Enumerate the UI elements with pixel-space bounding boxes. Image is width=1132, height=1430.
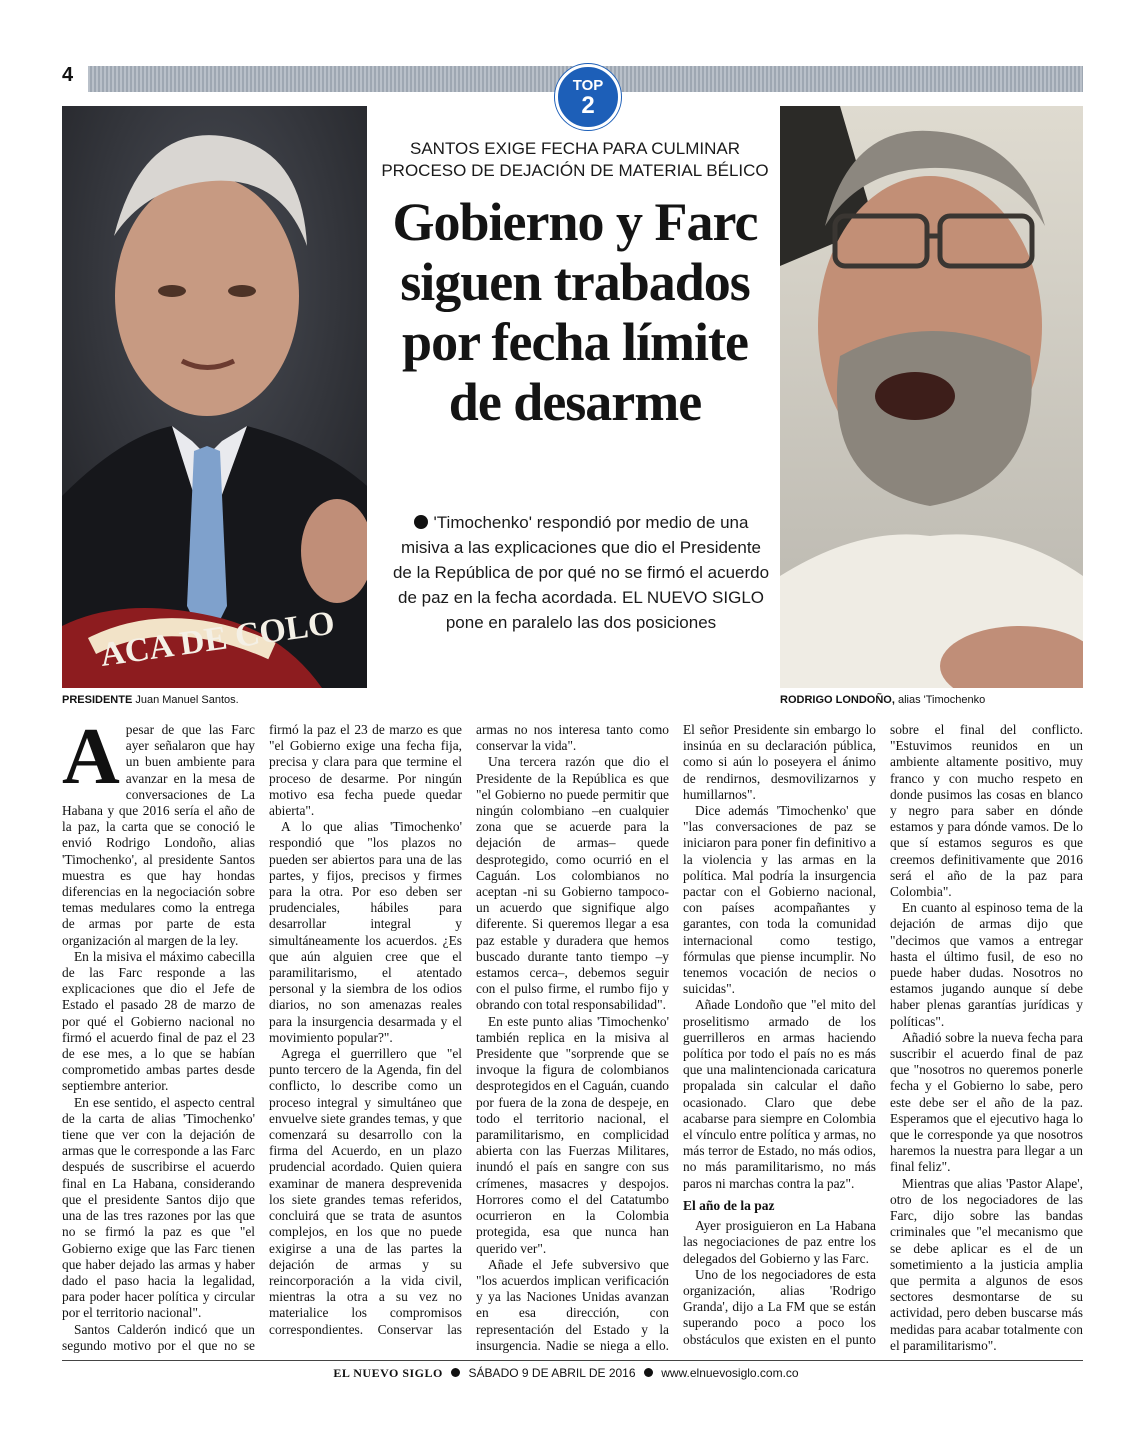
photo-santos [62, 106, 367, 688]
bullet-dot-icon [414, 515, 428, 529]
badge-number: 2 [581, 92, 595, 119]
subhead: El año de la paz [683, 1197, 775, 1213]
footer-website[interactable]: www.elnuevosiglo.com.co [661, 1366, 799, 1380]
article-paragraph: Dice además 'Timochenko' que "las conversaciones de paz se iniciaron para poner fin definitivo a la violencia y las armas en la política. Mal podría la insurgencia pactar con el Gobierno nacional, con países acompañantes y garantes, con toda la comunidad internacional como testigo, fórmulas que piense incumplir. No tenemos vocación de necios o suicidas". [683, 803, 876, 997]
caption-name: Juan Manuel Santos. [132, 694, 239, 706]
article-paragraph: En este punto alias 'Timochenko' también replica en la misiva al Presidente que "sorprende que se invoque la figura de colombianos desprotegidos en el Caguán, cuando por fuera de la zona de despeje, en todo el territorio nacional, el paramilitarismo, en complicidad abierta con las Fuerzas Militares, inundó el país en sangre con sus crímenes, masacres y despojos. Horrores como el del Catatumbo ocurrieron en la Colombia protegida, esa que nunca han querido ver". [476, 1013, 669, 1256]
headline: Gobierno y Farc siguen trabados por fecha límite de desarme [392, 192, 758, 432]
footer-date: SÁBADO 9 DE ABRIL DE 2016 [468, 1366, 636, 1380]
caption-role: PRESIDENTE [62, 694, 133, 706]
caption-role: RODRIGO LONDOÑO, [780, 694, 895, 706]
article-paragraph: Una tercera razón que dio el Presidente de la República es que "el Gobierno no puede permitir que ningún colombiano –en cualquier zona que se acuerde para la dejación de armas– quede desprotegido, como ocurrió en el Caguán. Los colombianos no aceptan -ni su Gobierno tampoco- un acuerdo que signifique algo diferente. Si queremos llegar a esa paz estable y duradera que hemos buscado durante tanto tiempo –y estamos cerca–, debemos seguir con el pulso firme, el rumbo fijo y obrando con total responsabilidad". [476, 754, 669, 1013]
article-paragraph: Uno de los negociadores de esta organización, alias 'Rodrigo Granda', dijo a La FM que se están superando poco a poco los obstáculos que existen en el punto sobre el final del conflicto. "Estuvimos reunidos en un ambiente altamente positivo, muy franco y con mucho respeto en donde pusimos las cosas en blanco y negro para saber en dónde estamos y para dónde vamos. De lo que sí estamos seguros es que creemos definitivamente que 2016 será el año de la paz para Colombia". [683, 722, 1083, 1347]
article-paragraph: En ese sentido, el aspecto central de la carta de alias 'Timochenko' tiene que ver con la dejación de armas que le corresponde a las Farc después de suscribirse el acuerdo final en La Habana, considerando que el presidente Santos dijo que una de las tres razones por las que no se firmó la paz es que "el Gobierno exige que las Farc tienen que haber dejado las armas y haber dado el paso hacia la legalidad, para poder hacer política y circular por el territorio nacional". [62, 1094, 255, 1321]
article-paragraph: Añade Londoño que "el mito del proselitismo armado de los guerrilleros en armas haciendo política por todo el país no es más que una malintencionada caricatura propalada sin calcular el daño ocasionado. Claro que debe acabarse para siempre en Colombia el vínculo entre política y armas, no más terror de Estado, no más odios, no más paramilitarismo, no más paros ni marchas contra la paz". [683, 997, 876, 1191]
article-paragraph: Añadió sobre la nueva fecha para suscribir el acuerdo final de paz que "nosotros no queremos ponerle fecha y el Gobierno lo sabe, pero este debe ser el año de la paz. Esperamos que el ejecutivo haga lo que le corresponde ya que nosotros haremos la nuestra para llegar a un final feliz". [890, 1029, 1083, 1175]
deck-text: 'Timochenko' respondió por medio de una misiva a las explicaciones que dio el Presidente de la República de por qué no se firmó el acuerdo de paz en la fecha acordada. EL NUEVO SIGLO pone en paralelo las dos posiciones [392, 513, 770, 632]
separator-dot-icon [451, 1368, 460, 1377]
page-number: 4 [62, 64, 74, 86]
separator-dot-icon [644, 1368, 653, 1377]
drop-cap: A [62, 713, 120, 801]
kicker: SANTOS EXIGE FECHA PARA CULMINAR PROCESO DE DEJACIÓN DE MATERIAL BÉLICO [381, 139, 769, 180]
article-body [62, 713, 1083, 1354]
article-paragraph: Apesar de que las Farc ayer señalaron que hay un buen ambiente para avanzar en la mesa de conversaciones de La Habana y que 2016 sería el año de la paz, la carta que se conoció le envió Rodrigo Londoño, alias 'Timochenko', al presidente Santos muestra es que hay hondas diferencias en la negociación sobre temas medulares como la entrega de armas por parte de esta organización al margen de la ley. [62, 713, 255, 948]
emblem-text: ACA DE COLO [97, 604, 337, 674]
caption-timochenko [780, 694, 985, 706]
article-paragraph: En la misiva el máximo cabecilla de las Farc responde a las explicaciones que dio el Jefe de Estado el pasado 28 de marzo de por qué el Gobierno nacional no firmó el acuerdo final de paz el 23 de ese mes, a lo que se habían comprometido ambas partes desde septiembre anterior. [62, 948, 255, 1094]
article-paragraph: Mientras que alias 'Pastor Alape', otro de los negociadores de las Farc, dijo sobre las bandas criminales que "el mecanismo que se debe aplicar es el de un sometimiento a la justicia amplia que permita a algunos de esos sectores desmontarse de su actividad, pero deben buscarse más medidas para acabar totalmente con el paramilitarismo". [890, 1175, 1083, 1353]
top-badge [555, 64, 621, 130]
article-paragraph: Ayer prosiguieron en La Habana las negociaciones de paz entre los delegados del Gobierno y las Farc. [683, 1218, 876, 1266]
article-paragraph: Añade el Jefe subversivo que "los acuerdos implican verificación y ya las Naciones Unidas avanzan en esa dirección, con representación del Estado y la insurgencia. Nadie se niega a ello. El señor Presidente sin embargo lo insinúa en su declaración pública, como si aún lo poseyera el ánimo de rendirnos, desmovilizarnos y humillarnos". [476, 722, 876, 1353]
article-paragraph: En cuanto al espinoso tema de la dejación de armas dijo que "decimos que vamos a entregar hasta el último fusil, de eso no puede haber dudas. Nosotros no estamos jugando aunque sí debe haber plenas garantías jurídicas y políticas". [890, 900, 1083, 1029]
article-paragraph: A lo que alias 'Timochenko' respondió que "los plazos no pueden ser abiertos para una de las partes, y fijos, precisos y firmes para la otra. Por eso deben ser prudenciales, hábiles para desarrollar integral y simultáneamente los acuerdos. ¿Es que aún alguien cree que el paramilitarismo, el atentado personal y la siembra de los odios diarios, no son amenazas reales para la insurgencia desarmada y el movimiento popular?". [269, 819, 462, 1045]
footer-brand: EL NUEVO SIGLO [333, 1366, 443, 1380]
article-paragraph: Santos Calderón indicó que un segundo motivo por el que no se firmó la paz el 23 de marzo es que "el Gobierno exige una fecha fija, precisa y clara para que termine el proceso de desarme. Por ningún motivo esa fecha puede quedar abierta". [62, 722, 462, 1353]
article-paragraph: Agrega el guerrillero que "el punto tercero de la Agenda, fin del conflicto, lo describe como un proceso integral y simultáneo que envuelve siete grandes temas, y que comenzará su desarrollo con la firma del Acuerdo, en un plazo prudencial acordado. Quien quiera examinar de manera desprevenida los siete grandes temas referidos, concluirá que se trata de asuntos complejos, en los que no puede exigirse a una de las partes la dejación de armas y su reincorporación a la vida civil, mientras la otra a su vez no materialice los compromisos correspondientes. Conservar las armas no nos interesa tanto como conservar la vida". [269, 722, 669, 1337]
caption-name: alias 'Timochenko [894, 694, 986, 706]
photo-timochenko [780, 106, 1083, 688]
portrait-santos-image [62, 106, 367, 688]
deck [392, 510, 770, 635]
caption-santos [62, 694, 239, 706]
footer [0, 1366, 1132, 1381]
footer-rule [62, 1360, 1083, 1361]
badge-label: TOP [572, 77, 604, 94]
portrait-timochenko-image [780, 106, 1083, 688]
